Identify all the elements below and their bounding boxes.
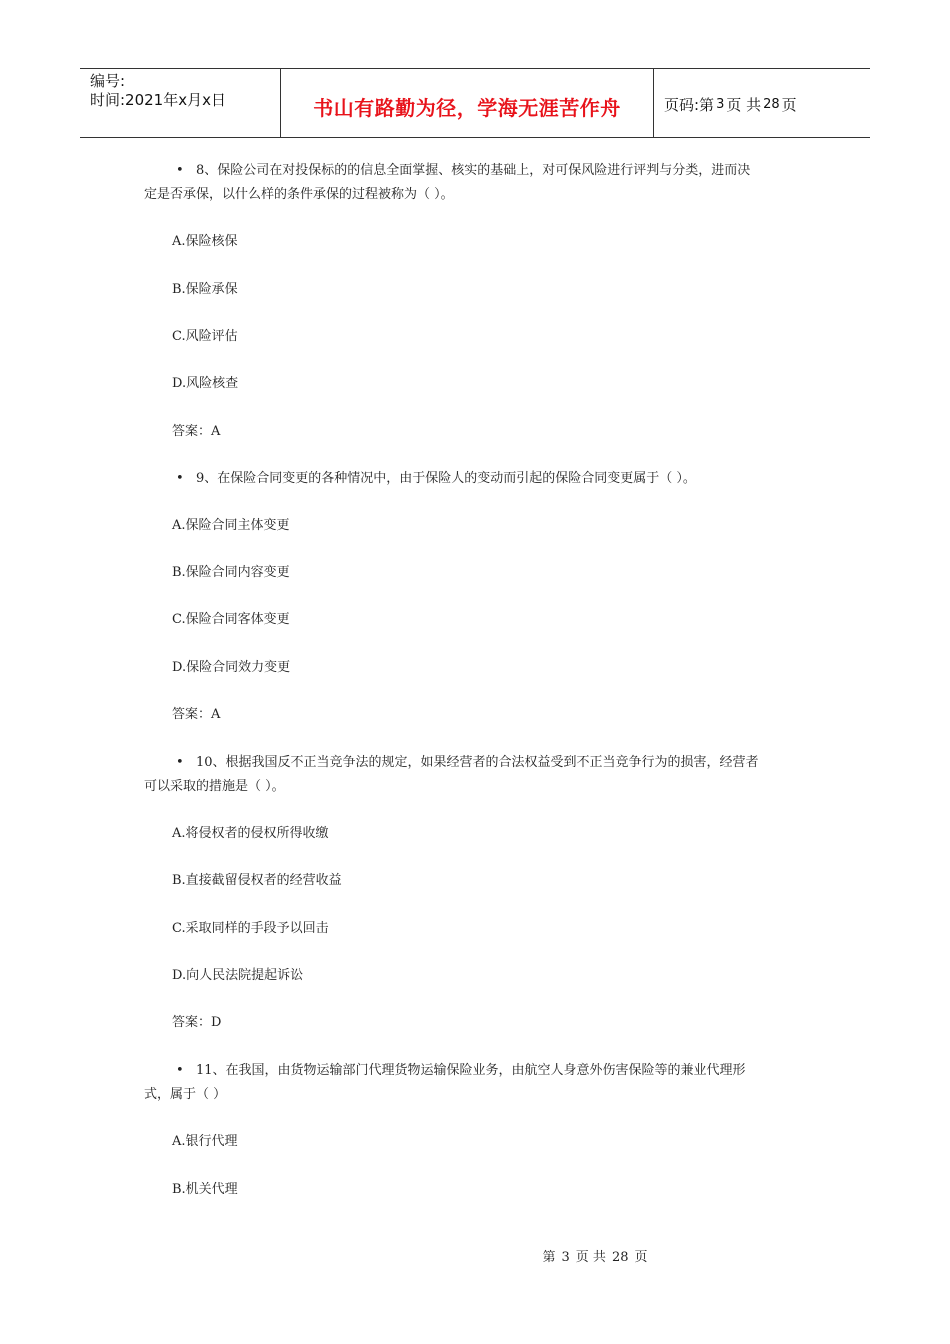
question-stem-cont: 定是否承保，以什么样的条件承保的过程被称为（ ）。	[144, 187, 454, 202]
option: C.保险合同客体变更	[172, 612, 290, 627]
page-total: 28	[763, 96, 780, 112]
option: D.保险合同效力变更	[172, 660, 291, 675]
bullet-icon: •	[176, 163, 184, 178]
document-header	[80, 68, 870, 138]
footer-mid: 页 共	[575, 1250, 606, 1265]
bullet-icon: •	[176, 471, 184, 486]
answer: 答案：D	[172, 1015, 222, 1030]
footer-prefix: 第	[542, 1250, 556, 1265]
option: B.保险合同内容变更	[172, 565, 290, 580]
question-stem-cont: 可以采取的措施是（ ）。	[144, 779, 285, 794]
option: B.直接截留侵权者的经营收益	[172, 873, 342, 888]
footer-current: 3	[561, 1250, 570, 1265]
page-footer	[0, 1246, 950, 1265]
question-stem: • 11、在我国，由货物运输部门代理货物运输保险业务，由航空人身意外伤害保险等的兼业代理形	[176, 1059, 746, 1083]
bullet-icon: •	[176, 755, 184, 770]
header-motto: 书山有路勤为径，学海无涯苦作舟	[313, 95, 621, 120]
page-current: 3	[716, 96, 725, 112]
question-stem: • 8、保险公司在对投保标的的信息全面掌握、核实的基础上，对可保风险进行评判与分类，进而决	[176, 159, 750, 183]
option: A.保险合同主体变更	[172, 518, 290, 533]
option: B.保险承保	[172, 282, 238, 297]
option: D.向人民法院提起诉讼	[172, 968, 304, 983]
page-prefix: 页码:第	[664, 95, 715, 114]
option: D.风险核查	[172, 376, 239, 391]
time-label: 时间:2021年x月x日	[90, 91, 226, 109]
answer: 答案：A	[172, 424, 221, 439]
bullet-icon: •	[176, 1063, 184, 1078]
option: A.保险核保	[172, 234, 238, 249]
page-mid: 页 共	[726, 95, 762, 114]
answer: 答案：A	[172, 707, 221, 722]
question-stem: • 10、根据我国反不正当竞争法的规定，如果经营者的合法权益受到不正当竞争行为的损害，经营者	[176, 751, 759, 775]
header-motto-cell	[281, 69, 654, 137]
footer-total: 28	[611, 1250, 629, 1265]
option: A.将侵权者的侵权所得收缴	[172, 826, 329, 841]
option: C.采取同样的手段予以回击	[172, 921, 329, 936]
option: A.银行代理	[172, 1134, 238, 1149]
footer-suffix: 页	[634, 1250, 648, 1265]
number-label: 编号:	[90, 72, 126, 90]
option: C.风险评估	[172, 329, 238, 344]
header-meta	[80, 69, 281, 137]
option: B.机关代理	[172, 1182, 238, 1197]
page-suffix: 页	[781, 95, 797, 114]
question-stem-cont: 式，属于（ ）	[144, 1087, 227, 1102]
header-page-info	[654, 69, 870, 137]
question-stem: • 9、在保险合同变更的各种情况中，由于保险人的变动而引起的保险合同变更属于（ ）。	[176, 467, 696, 491]
